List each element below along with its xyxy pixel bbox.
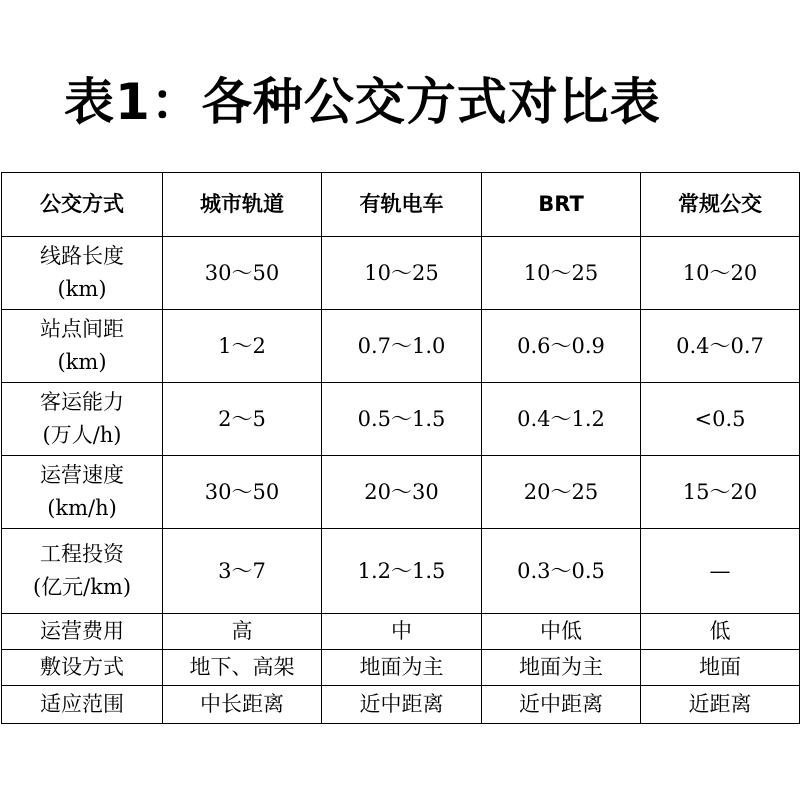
table-cell: 中低 [482,614,641,650]
page-title: 表1：各种公交方式对比表 [64,73,661,131]
comparison-table [1,172,800,724]
row-label-cell: 运营费用 [2,614,163,650]
row-label-cell: 敷设方式 [2,650,163,686]
table-cell: 20～30 [322,456,482,529]
row-label-cell [2,383,163,456]
table-header-row [2,173,800,237]
table-row [2,614,800,650]
row-label-cell [2,529,163,614]
table-cell: 0.7～1.0 [322,310,482,383]
row-label: 工程投资 [40,542,124,566]
table-row [2,686,800,724]
table-row [2,650,800,686]
header-cell-tram: 有轨电车 [322,173,482,237]
row-unit: (km) [57,277,107,301]
table-cell: 地面为主 [482,650,641,686]
table-cell: 高 [163,614,322,650]
table-cell: 中长距离 [163,686,322,724]
table-cell: 0.4～0.7 [641,310,800,383]
table-cell: 1～2 [163,310,322,383]
row-unit: (万人/h) [42,423,122,447]
row-unit: (km) [57,350,107,374]
table-cell: 地面 [641,650,800,686]
header-cell-mode: 公交方式 [2,173,163,237]
table-row [2,310,800,383]
row-label: 客运能力 [40,390,124,414]
table-cell: 30～50 [163,456,322,529]
table-cell: 0.3～0.5 [482,529,641,614]
table-cell: 10～20 [641,237,800,310]
table-cell: 20～25 [482,456,641,529]
table-cell: 2～5 [163,383,322,456]
table-cell: 0.4～1.2 [482,383,641,456]
table-cell: 15～20 [641,456,800,529]
table-cell: 地下、高架 [163,650,322,686]
table-cell: 1.2～1.5 [322,529,482,614]
header-cell-urban-rail: 城市轨道 [163,173,322,237]
table-row [2,383,800,456]
table-cell: 10～25 [482,237,641,310]
table-cell: 近距离 [641,686,800,724]
table-cell: 3～7 [163,529,322,614]
table-cell: <0.5 [641,383,800,456]
row-label: 站点间距 [40,317,124,341]
row-label-cell [2,237,163,310]
table-row [2,456,800,529]
table-row [2,237,800,310]
table-cell: 0.5～1.5 [322,383,482,456]
header-cell-regular-bus: 常规公交 [641,173,800,237]
table-cell: — [641,529,800,614]
table-cell: 近中距离 [322,686,482,724]
table-cell: 10～25 [322,237,482,310]
row-label-cell [2,310,163,383]
table-cell: 近中距离 [482,686,641,724]
row-unit: (亿元/km) [32,575,132,599]
table-cell: 中 [322,614,482,650]
table-cell: 30～50 [163,237,322,310]
table-row [2,529,800,614]
table-cell: 0.6～0.9 [482,310,641,383]
row-label: 运营速度 [40,463,124,487]
table-cell: 低 [641,614,800,650]
row-label-cell: 适应范围 [2,686,163,724]
header-cell-brt: BRT [482,173,641,237]
table-cell: 地面为主 [322,650,482,686]
row-label: 线路长度 [40,244,124,268]
row-label-cell [2,456,163,529]
row-unit: (km/h) [47,496,117,520]
